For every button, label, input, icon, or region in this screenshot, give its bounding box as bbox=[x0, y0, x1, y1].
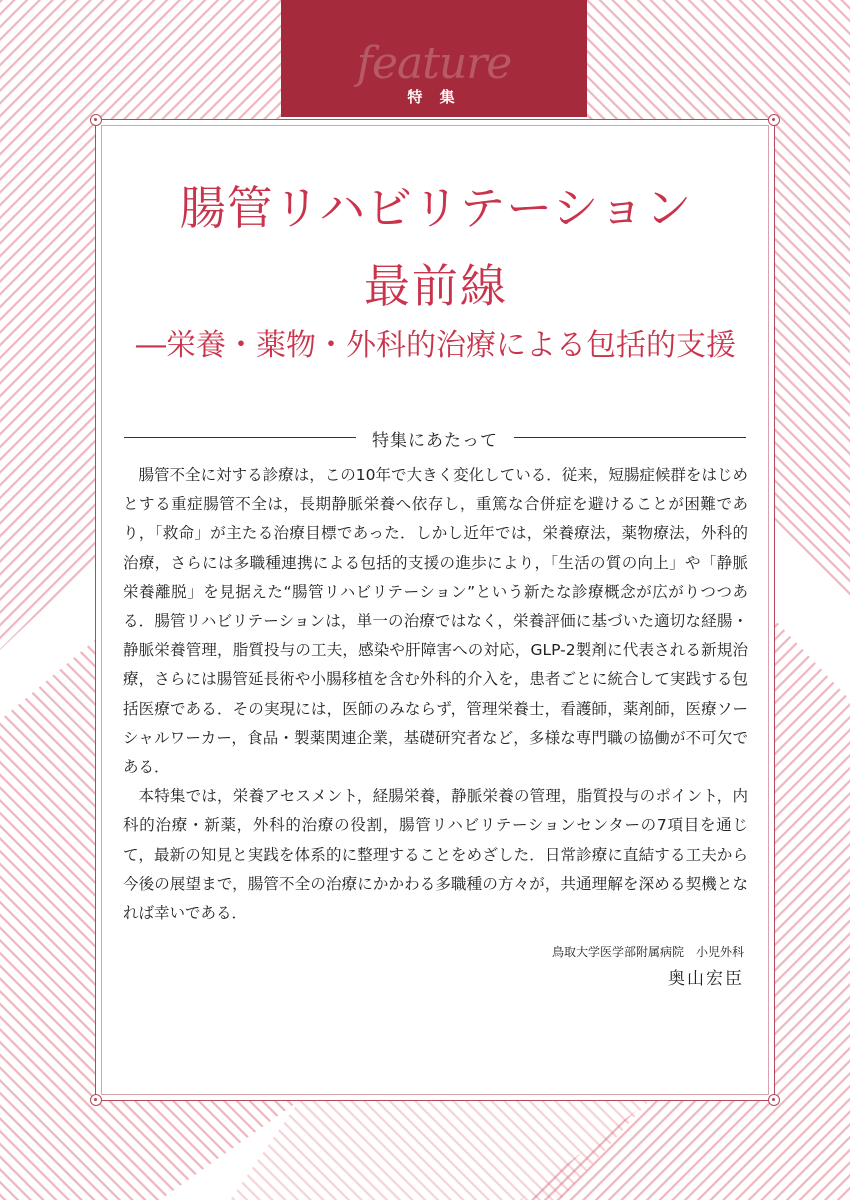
feature-script-word: feature bbox=[356, 38, 512, 89]
feature-label: 特 集 bbox=[407, 88, 461, 106]
frame-corner-ornament bbox=[768, 1094, 780, 1106]
page-subtitle: ―栄養・薬物・外科的治療による包括的支援 bbox=[136, 328, 736, 363]
section-rule-left bbox=[124, 437, 356, 438]
body-paragraph: 腸管不全に対する診療は，この10年で大きく変化している．従来，短腸症候群をはじめとする重症腸管不全は，長期静脈栄養へ依存し，重篤な合併症を避けることが困難であり，「救命」が主たる治療目標であった．しかし近年では，栄養療法，薬物療法，外科的治療，さらには多職種連携による包括的支援の進歩により，「生活の質の向上」や「静脈栄養離脱」を見据えた“腸管リハビリテーション”という新たな診療概念が広がりつつある．腸管リハビリテーションは，単一の治療ではなく，栄養評価に基づいた適切な経腸・静脈栄養管理，脂質投与の工夫，感染や肝障害への対応，GLP-2製剤に代表される新規治療，さらには腸管延長術や小腸移植を含む外科的介入を，患者ごとに統合して実践する包括医療である．その実現には，医師のみならず，管理栄養士，看護師，薬剤師，医療ソーシャルワーカー，食品・製薬関連企業，基礎研究者など，多様な専門職の協働が不可欠である． bbox=[123, 466, 748, 777]
frame-corner-ornament bbox=[768, 114, 780, 126]
section-heading: 特集にあたって bbox=[372, 431, 498, 451]
body-paragraph: 本特集では，栄養アセスメント，経腸栄養，静脈栄養の管理，脂質投与のポイント，内科的治療・新薬，外科的治療の役割，腸管リハビリテーションセンターの7項目を通じて，最新の知見と実践を体系的に整理することをめざした．日常診療に直結する工夫から今後の展望まで，腸管不全の治療にかかわる多職種の方々が，共通理解を深める契機となれば幸いである． bbox=[123, 787, 748, 923]
section-rule-right bbox=[514, 437, 746, 438]
page-title: 腸管リハビリテーション bbox=[179, 181, 693, 235]
frame-corner-ornament bbox=[90, 1094, 102, 1106]
frame-corner-ornament bbox=[90, 114, 102, 126]
page-title-line2: 最前線 bbox=[364, 259, 508, 313]
author-affiliation: 鳥取大学医学部附属病院 小児外科 bbox=[551, 945, 744, 959]
feature-tab bbox=[281, 0, 587, 117]
intro-body bbox=[123, 461, 748, 928]
author-name: 奥山宏臣 bbox=[668, 969, 744, 989]
